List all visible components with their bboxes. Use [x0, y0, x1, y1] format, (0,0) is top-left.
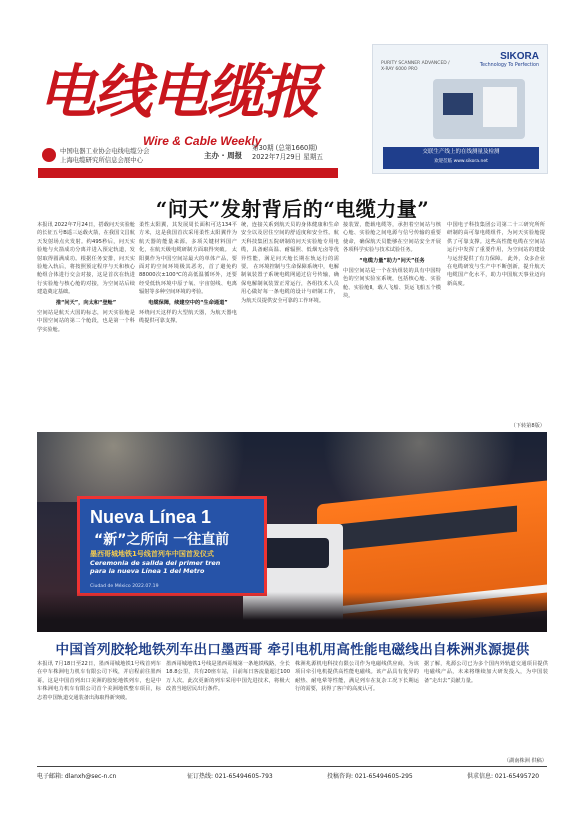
banner-line-3: 墨西哥城地铁1号线首列车中国首发仪式	[90, 550, 214, 558]
advertisement[interactable]	[372, 44, 548, 174]
article-column-3	[241, 221, 339, 429]
banner-line-5: para la nueva Línea 1 del Metro	[90, 567, 205, 575]
article-col4b-text: 中国空间站是一个在轨组装的具有中国特色的空间实验室系统，包括核心舱、实验舱、实验舱Ⅱ，载人飞船、货运飞船五个模块。	[343, 268, 441, 300]
second-article-column-1: 本报讯 7月18日至22日，墨西哥城地铁1号线首列车在中车株洲电力机车有限公司下线，并启程前往墨西哥。这是中国首列出口美洲的胶轮地铁列车，也是中车株洲电力机车有限公司首个美洲地铁整车项目，标志着中国轨道交通装备出海取得新突破。	[37, 661, 161, 701]
ad-footer	[383, 147, 539, 169]
page-footer	[37, 766, 547, 782]
article-col2c-text: 环绕问天这样的大型航天器，为航天器电缆提供可靠支撑。	[139, 310, 237, 325]
article-column-4	[343, 221, 441, 429]
article-subheading-1: 推“问天”，向太和“登舱”	[55, 299, 117, 306]
article-col3-text: 统，连接关系到航天员的身体健康和生命安全以及居住空间的舒适度和安全性。航天科技集团五院研制的问天实验舱专用电缆，具备耐高温、耐辐照、低烟无卤等优异性能，满足问天舱长期在轨运行的需要。	[241, 222, 339, 271]
article-col1b-text: 空间站是航天大国的标志，问天实验舱是中国空间站的第二个舱段，也是第一个科学实验舱。	[37, 310, 135, 333]
second-article-column-3: 株洲兆源机电科技有限公司作为电磁线供应商，为该项目牵引电机提供高性能电磁线。该产品具有优异的耐热、耐电晕等性能，满足列车在复杂工况下长期运行的需要，获得了客户的高度认可。	[295, 661, 419, 693]
article-column-5	[447, 221, 545, 429]
article-subheading-3: “电缆力量”助力“问天”任务	[359, 257, 425, 264]
masthead-bar	[38, 168, 338, 185]
footer-submission-hotline: 投稿咨询: 021-65494605-295	[327, 773, 413, 780]
article-col2b-text: 太阳翼作为中国空间站最大的单体产品，要面对的空间环境极其恶劣，首了避免约88000次±100℃的高低温循环外，还要经受低轨环境中原子氧、宇宙射线、电离辐射等多种空间环境的考验。	[139, 247, 237, 296]
ad-brand: SIKORA	[500, 51, 539, 62]
banner-line-2: “新”之所向 一往直前	[94, 532, 230, 548]
ad-tagline: Technology To Perfection	[479, 63, 539, 68]
frequency-label: 主办 · 周报	[204, 151, 243, 160]
main-headline: “问天”发射背后的“电缆力量”	[155, 197, 430, 221]
article-col3b-text: 在环境控制与生命保障系统中，电解制氧装置子系统电缆网通过信号传输，确保电解制氧装置正常运行，各组技术人员用心做好每一条电缆的设计与研制工作，为航天员提供安全可靠的工作环境。	[241, 264, 339, 304]
article-col5-text: 中国电子科技集团公司第二十三研究所所研制的高可靠电缆组件，为问天实验舱提供了可靠支撑。这些高性能电缆在空间站运行中发挥了重要作用，为空间站的建设与运营提供了有力保障。	[447, 222, 545, 262]
ad-footer-line-1: 交联生产线上的在线测量及检测	[422, 149, 500, 155]
second-article-column-4: 据了解，兆源公司已为多个国内外轨道交通项目提供电磁线产品，未来将继续加大研发投入，为中国装备“走出去”贡献力量。	[424, 661, 548, 684]
publisher-line-2: 上海电缆研究所信息会展中心	[60, 157, 144, 164]
masthead-subtitle-en: Wire & Cable Weekly	[143, 134, 262, 148]
publisher-line-1: 中国电器工业协会电线电缆分会	[60, 148, 150, 155]
masthead-title	[38, 52, 338, 132]
article-col1-text: 本报讯 2022年7月24日，搭载问天实验舱的长征五号B遥三运载火箭，在我国文昌航天发射场点火发射。约495秒后，问天实验舱与火箭成功分离并进入预定轨道，发射取得圆满成功。根据任务安排，问天实验舱入轨后，将按照预定程序与天和核心舱组合体进行交会对接，这是首次在轨进行实验舱与核心舱的对接，为空间站后续建造奠定基础。	[37, 222, 135, 296]
publisher-info	[60, 147, 149, 165]
issue-date: 2022年7月29日 星期五	[252, 153, 324, 161]
footer-supply-hotline: 供求信息: 021-65495720	[467, 773, 540, 780]
main-article	[37, 221, 545, 429]
second-article-credit: （湖南株洲 供稿）	[503, 758, 547, 764]
second-article	[37, 660, 547, 764]
second-article-column-2: 墨西哥城地铁1号线是墨西哥城第一条地铁线路，全长18.8公里，共有20座车站，目前每日客流量超过100万人次。此次更新的列车采用中国先进技术，将极大改善当地居民出行条件。	[166, 661, 290, 693]
ad-footer-line-2: 欢迎莅临 www.sikora.net	[434, 159, 488, 164]
article-column-1	[37, 221, 135, 429]
article-column-2	[139, 221, 237, 429]
article-col2-text: 柔性太阳翼，其发展周长面积可达134平方米，这是我国首次采用柔性太阳翼作为航天器的能量来源。多项关键材料国产化，在航天级电缆研制方面取得突破。	[139, 222, 237, 254]
continued-label[interactable]: （下转第8版）	[510, 423, 545, 429]
ad-product-image	[433, 79, 525, 139]
banner-line-4: Ceremonia de salida del primer tren	[90, 559, 221, 567]
masthead-title-text: 电线电缆报	[38, 58, 319, 126]
footer-email[interactable]: 电子邮箱: dlanxh@sec-n.cn	[37, 773, 117, 780]
masthead-bar-text: 出版：电线电缆报编辑部 网址：www.cwn.net.cn	[58, 179, 182, 185]
ceremony-banner	[77, 496, 267, 596]
ad-copy: PURITY SCANNER ADVANCED / X-RAY 6000 PRO	[381, 61, 450, 72]
banner-line-1: Nueva Línea 1	[90, 507, 212, 527]
article-subheading-2: 电缆保障，续建空中的“生命通道”	[148, 299, 228, 306]
article-col4-text: 接装置，能载电缆等，承担着空间站与核心舱、实验舱之间电源与信号传输的重要使命，确保航天员能够在空间站安全开展各项科学实验与技术试验任务。	[343, 222, 441, 254]
issue-info	[252, 144, 323, 162]
issue-number: 第30期 (总第1660期)	[252, 144, 318, 152]
photo-crowd	[37, 592, 547, 632]
second-headline: 中国首列胶轮地铁列车出口墨西哥 牵引电机用高性能电磁线出自株洲兆源提供	[55, 642, 530, 658]
publisher-logo-icon	[42, 148, 56, 162]
news-photo	[37, 432, 547, 632]
footer-order-hotline: 征订热线: 021-65494605-793	[187, 773, 273, 780]
article-col5b-text: 此外，众多企业在电缆研发与生产中不断创新，提升航天电缆国产化水平，助力中国航天事业迈向新高度。	[447, 255, 545, 287]
banner-line-6: Ciudad de México 2022.07.19	[90, 584, 159, 589]
